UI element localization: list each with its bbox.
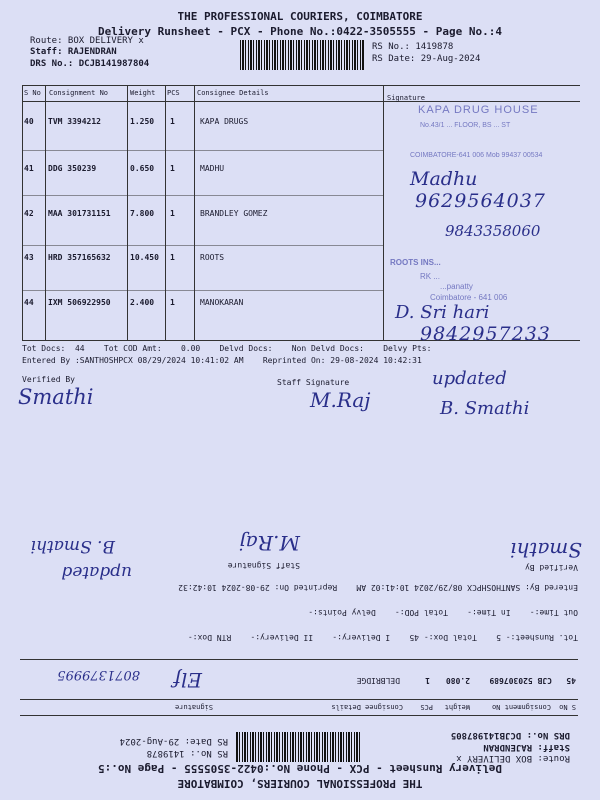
runsheet-subtitle: Delivery Runsheet - PCX - Phone No.:0422-3505555 - Page No.:4 xyxy=(98,25,502,38)
handwritten-phone: 9629564037 xyxy=(415,190,546,212)
row-consignment: TVM 3394212 xyxy=(48,117,101,126)
route-label: Route: BOX DELIVERY x xyxy=(30,36,144,46)
row-pcs: 1 xyxy=(425,676,430,685)
row-consignee: ROOTS xyxy=(200,253,225,262)
header-consignment: Consignment No xyxy=(491,703,551,711)
handwritten-phone: 8071379995 xyxy=(57,667,140,682)
verified-by-label: Verified By xyxy=(22,375,75,384)
row-sno: 40 xyxy=(24,117,34,126)
header-signature: Signature xyxy=(175,703,213,711)
row-consignment: MAA 301731151 xyxy=(48,209,111,218)
row-sno: 45 xyxy=(566,676,576,685)
staff-signature-label: Staff Signature xyxy=(277,378,350,387)
stamp-line: RK ... xyxy=(420,272,441,281)
drs-number: DRS No.: DCJB141987805 xyxy=(450,730,570,740)
row-sno: 43 xyxy=(24,253,34,262)
row-consignment: CJB 520307689 xyxy=(489,676,552,685)
row-consignee: DELBRIDGE xyxy=(356,676,400,685)
runsheet-subtitle: Delivery Runsheet - PCX - Phone No.:0422-3505555 - Page No.:5 xyxy=(98,762,502,775)
staff-label: Staff: RAJENDRAN xyxy=(483,742,570,752)
rs-number: RS No.: 1419878 xyxy=(146,748,228,758)
header-pcs: PCS xyxy=(420,703,433,711)
verified-signature: Smathi xyxy=(18,385,94,409)
route-label: Route: BOX DELIVERY x xyxy=(456,753,570,763)
drs-number: DRS No.: DCJB141987804 xyxy=(30,59,150,69)
rs-date: RS Date: 29-Aug-2024 xyxy=(119,736,228,746)
totals-line: Tot Docs: 44 Tot COD Amt: 0.00 Delvd Docs: Non Delvd Docs: Delvy Pts: xyxy=(22,344,432,353)
header-consignee: Consignee Details xyxy=(197,89,269,97)
stamp-line: KAPA DRUG HOUSE xyxy=(418,104,539,116)
updated-signature: B. Smathi xyxy=(440,398,530,419)
row-pcs: 1 xyxy=(170,117,175,126)
handwritten-name: D. Sri hari xyxy=(395,302,490,323)
row-pcs: 1 xyxy=(170,209,175,218)
row-consignment: DDG 350239 xyxy=(48,164,97,173)
roots-stamp: ROOTS INS... xyxy=(390,258,441,267)
stamp-line: Coimbatore - 641 006 xyxy=(430,293,508,302)
row-sno: 41 xyxy=(24,164,34,173)
stamp-line: COIMBATORE-641 006 Mob 99437 00534 xyxy=(410,152,543,159)
company-title: THE PROFESSIONAL COURIERS, COIMBATORE xyxy=(177,10,423,23)
row-consignee: KAPA DRUGS xyxy=(200,117,249,126)
handwritten-signature: Elf xyxy=(173,668,202,692)
header-consignee: Consignee Details xyxy=(331,703,403,711)
updated-note: updated xyxy=(432,368,507,389)
row-consignee: BRANDLEY GOMEZ xyxy=(200,209,268,218)
rs-date: RS Date: 29-Aug-2024 xyxy=(372,54,481,64)
header-consignment: Consignment No xyxy=(49,89,109,97)
row-sno: 44 xyxy=(24,298,34,307)
staff-signature-label: Staff Signature xyxy=(227,561,300,570)
row-weight: 2.400 xyxy=(130,298,155,307)
header-weight: Weight xyxy=(444,703,470,711)
stamp-line: No.43/1 ... FLOOR, BS ... ST xyxy=(420,122,511,129)
header-weight: Weight xyxy=(130,89,156,97)
handwritten-phone: 9843358060 xyxy=(445,222,541,240)
barcode xyxy=(235,732,360,762)
verified-by-label: Verified By xyxy=(525,563,578,572)
entered-by-line: Entered By :SANTHOSHPCX 08/29/2024 10:41:02 AM Reprinted On: 29-08-2024 10:42:31 xyxy=(22,356,422,365)
header-signature: Signature xyxy=(387,94,425,102)
handwritten-name: Madhu xyxy=(410,168,478,190)
row-consignee: MANOKARAN xyxy=(200,298,244,307)
row-weight: 0.650 xyxy=(130,164,155,173)
row-weight: 10.450 xyxy=(130,253,159,262)
updated-note: updated xyxy=(61,562,132,582)
row-consignment: IXM 506922950 xyxy=(48,298,111,307)
row-pcs: 1 xyxy=(170,253,175,262)
row-pcs: 1 xyxy=(170,298,175,307)
row-weight: 7.800 xyxy=(130,209,155,218)
row-weight: 2.080 xyxy=(445,676,470,685)
header-sno: S No xyxy=(559,703,576,711)
header-pcs: PCS xyxy=(167,89,180,97)
staff-signature: M.Raj xyxy=(239,531,300,555)
row-weight: 1.250 xyxy=(130,117,155,126)
row-consignee: MADHU xyxy=(200,164,225,173)
stamp-line: ...panatty xyxy=(440,282,473,291)
staff-signature: M.Raj xyxy=(310,388,371,412)
totals-line: Tot. Runsheet:- 5 Total Dox:- 45 I Delivery:- II Delivery:- RTN Dox:- xyxy=(187,633,578,642)
header-sno: S No xyxy=(24,89,41,97)
time-line: Out Time:- In Time:- Total POD:- Delvy Points:- xyxy=(308,608,578,617)
row-consignment: HRD 357165632 xyxy=(48,253,111,262)
row-pcs: 1 xyxy=(170,164,175,173)
verified-signature: Smathi xyxy=(510,538,582,562)
updated-signature: B. Smathi xyxy=(30,536,115,556)
entered-by-line: Entered By: SANTHOSHPCX 08/29/2024 10:41:02 AM Reprinted On: 29-08-2024 10:42:32 xyxy=(178,583,578,592)
handwritten-phone: 9842957233 xyxy=(420,323,551,345)
rs-number: RS No.: 1419878 xyxy=(372,42,454,52)
staff-label: Staff: RAJENDRAN xyxy=(30,47,117,57)
company-title: THE PROFESSIONAL COURIERS, COIMBATORE xyxy=(177,777,423,790)
row-sno: 42 xyxy=(24,209,34,218)
